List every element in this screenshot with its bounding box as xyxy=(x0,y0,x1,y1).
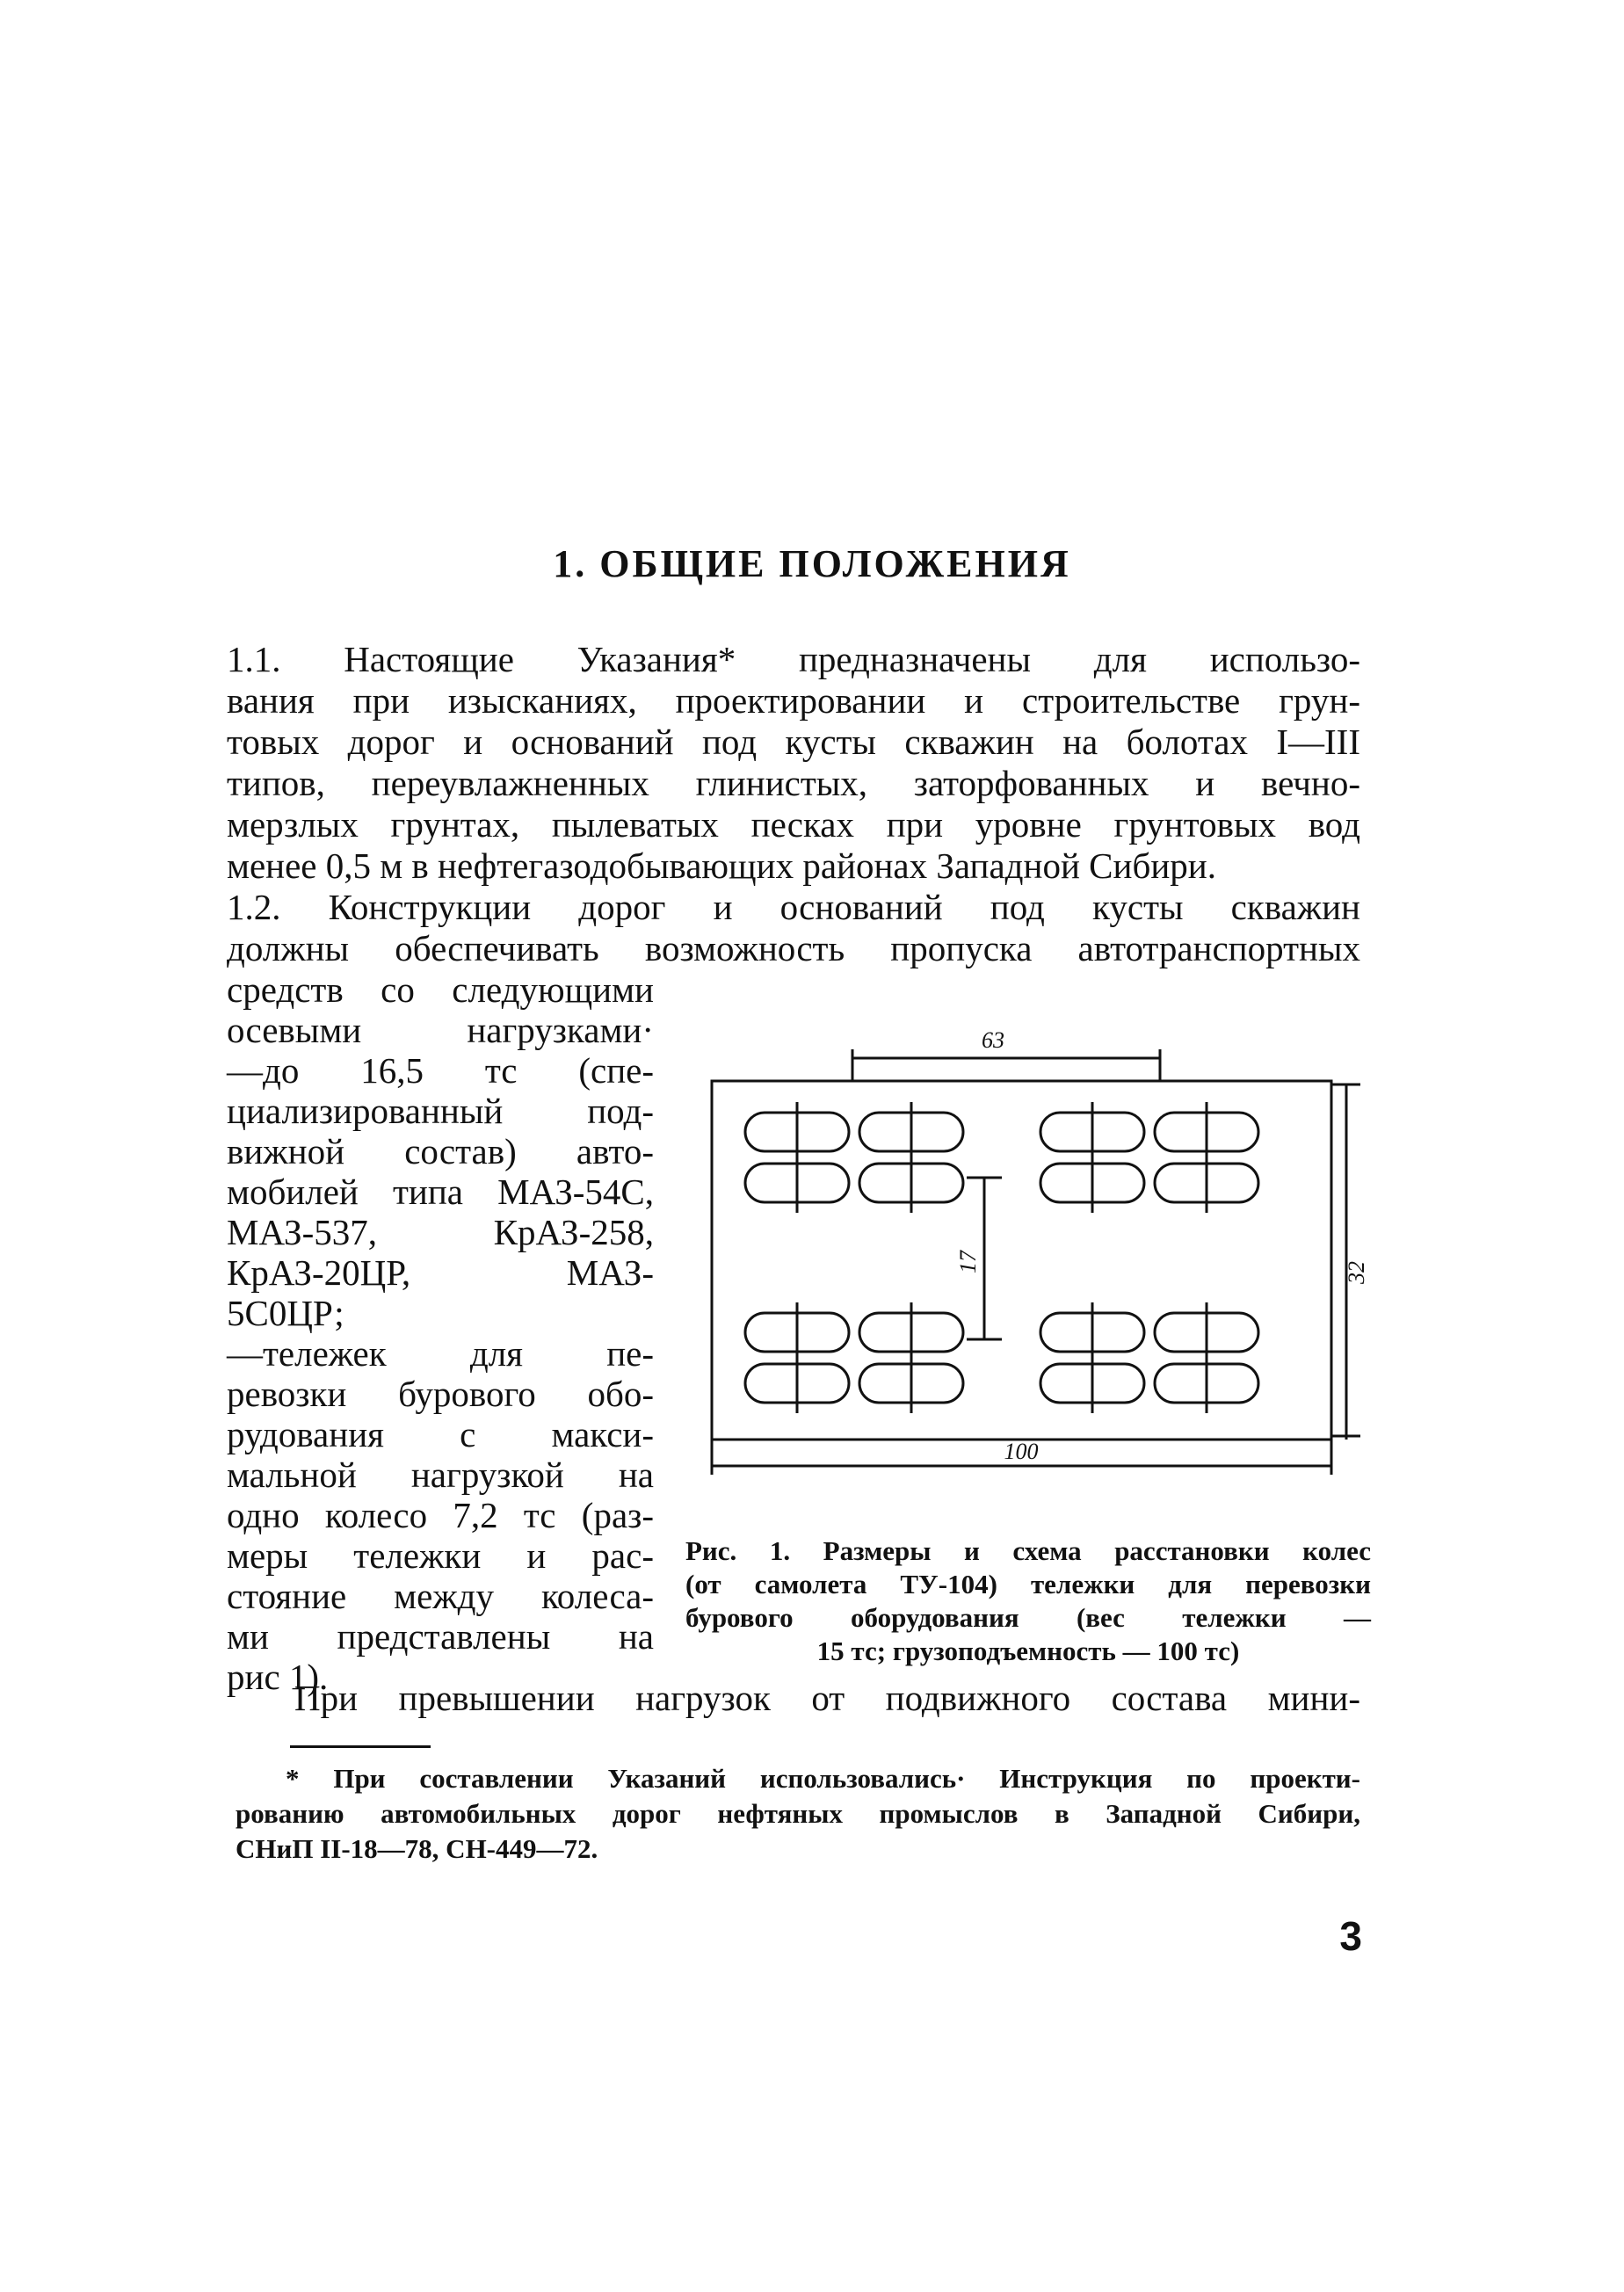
column-line-7: МАЗ-537, КрАЗ-258, xyxy=(227,1212,654,1252)
column-line-12: рудования с макси- xyxy=(227,1414,654,1454)
column-line-5: вижной состав) авто- xyxy=(227,1131,654,1171)
column-line-15: меры тележки и рас- xyxy=(227,1535,654,1576)
section-heading: 1. ОБЩИЕ ПОЛОЖЕНИЯ xyxy=(553,542,1071,585)
column-line-17: ми представлены на xyxy=(227,1616,654,1657)
dim-label-right: 32 xyxy=(1344,1261,1369,1284)
wheel-layout-figure xyxy=(685,1009,1371,1483)
para1-line-4: типов, переувлажненных глинистых, заторфованных и вечно- xyxy=(227,763,1360,803)
column-line-9: 5С0ЦР; xyxy=(227,1293,344,1333)
column-line-11: ревозки бурового обо- xyxy=(227,1374,654,1414)
column-line-2: осевыми нагрузками· xyxy=(227,1010,654,1050)
footnote-line-1: * При составлении Указаний использовались· Инструкция по проекти- xyxy=(286,1763,1360,1794)
footnote-line-3: СНиП II-18—78, СН-449—72. xyxy=(236,1833,598,1864)
dim-label-bottom: 100 xyxy=(1004,1439,1039,1464)
dim-label-inner: 17 xyxy=(955,1251,981,1273)
para1-line-3: товых дорог и оснований под кусты скважин на болотах I—III xyxy=(227,722,1360,762)
para1-line-2: вания при изысканиях, проектировании и строительстве грун- xyxy=(227,680,1360,721)
footnote-line-2: рованию автомобильных дорог нефтяных промыслов в Западной Сибири, xyxy=(236,1798,1360,1829)
footnote-rule xyxy=(290,1745,431,1748)
figure-caption-line-2: (от самолета ТУ-104) тележки для перевозки xyxy=(685,1569,1371,1599)
para1-line-1: 1.1. Настоящие Указания* предназначены для использо- xyxy=(227,639,1360,679)
column-line-6: мобилей типа МАЗ-54С, xyxy=(227,1171,654,1212)
figure-caption-line-4: 15 тс; грузоподъемность — 100 тс) xyxy=(816,1636,1240,1666)
page-number: 3 xyxy=(1339,1913,1362,1959)
column-line-3: —до 16,5 тс (спе- xyxy=(227,1050,654,1091)
column-line-13: мальной нагрузкой на xyxy=(227,1454,654,1495)
wheel-layout-diagram xyxy=(685,1009,1371,1483)
column-line-18: рис 1). xyxy=(227,1657,329,1697)
para2-line-2: должны обеспечивать возможность пропуска автотранспортных xyxy=(227,928,1360,968)
para3-line: При превышении нагрузок от подвижного состава мини- xyxy=(294,1678,1360,1718)
column-line-1: средств со следующими xyxy=(227,969,654,1010)
para2-line-1: 1.2. Конструкции дорог и оснований под кусты скважин xyxy=(227,887,1360,927)
dim-label-top: 63 xyxy=(982,1027,1004,1053)
column-line-16: стояние между колеса- xyxy=(227,1576,654,1616)
platform-frame xyxy=(712,1081,1331,1440)
column-line-10: —тележек для пе- xyxy=(227,1333,654,1374)
para1-line-6: менее 0,5 м в нефтегазодобывающих районах Западной Сибири. xyxy=(227,845,1216,886)
figure-caption-line-1: Рис. 1. Размеры и схема расстановки колес xyxy=(685,1535,1371,1566)
column-line-4: циализированный под- xyxy=(227,1091,654,1131)
figure-caption-line-3: бурового оборудования (вес тележки — xyxy=(685,1602,1371,1633)
para1-line-5: мерзлых грунтах, пылеватых песках при уровне грунтовых вод xyxy=(227,804,1360,845)
column-line-14: одно колесо 7,2 тс (раз- xyxy=(227,1495,654,1535)
column-line-8: КрАЗ-20ЦР, МАЗ- xyxy=(227,1252,654,1293)
